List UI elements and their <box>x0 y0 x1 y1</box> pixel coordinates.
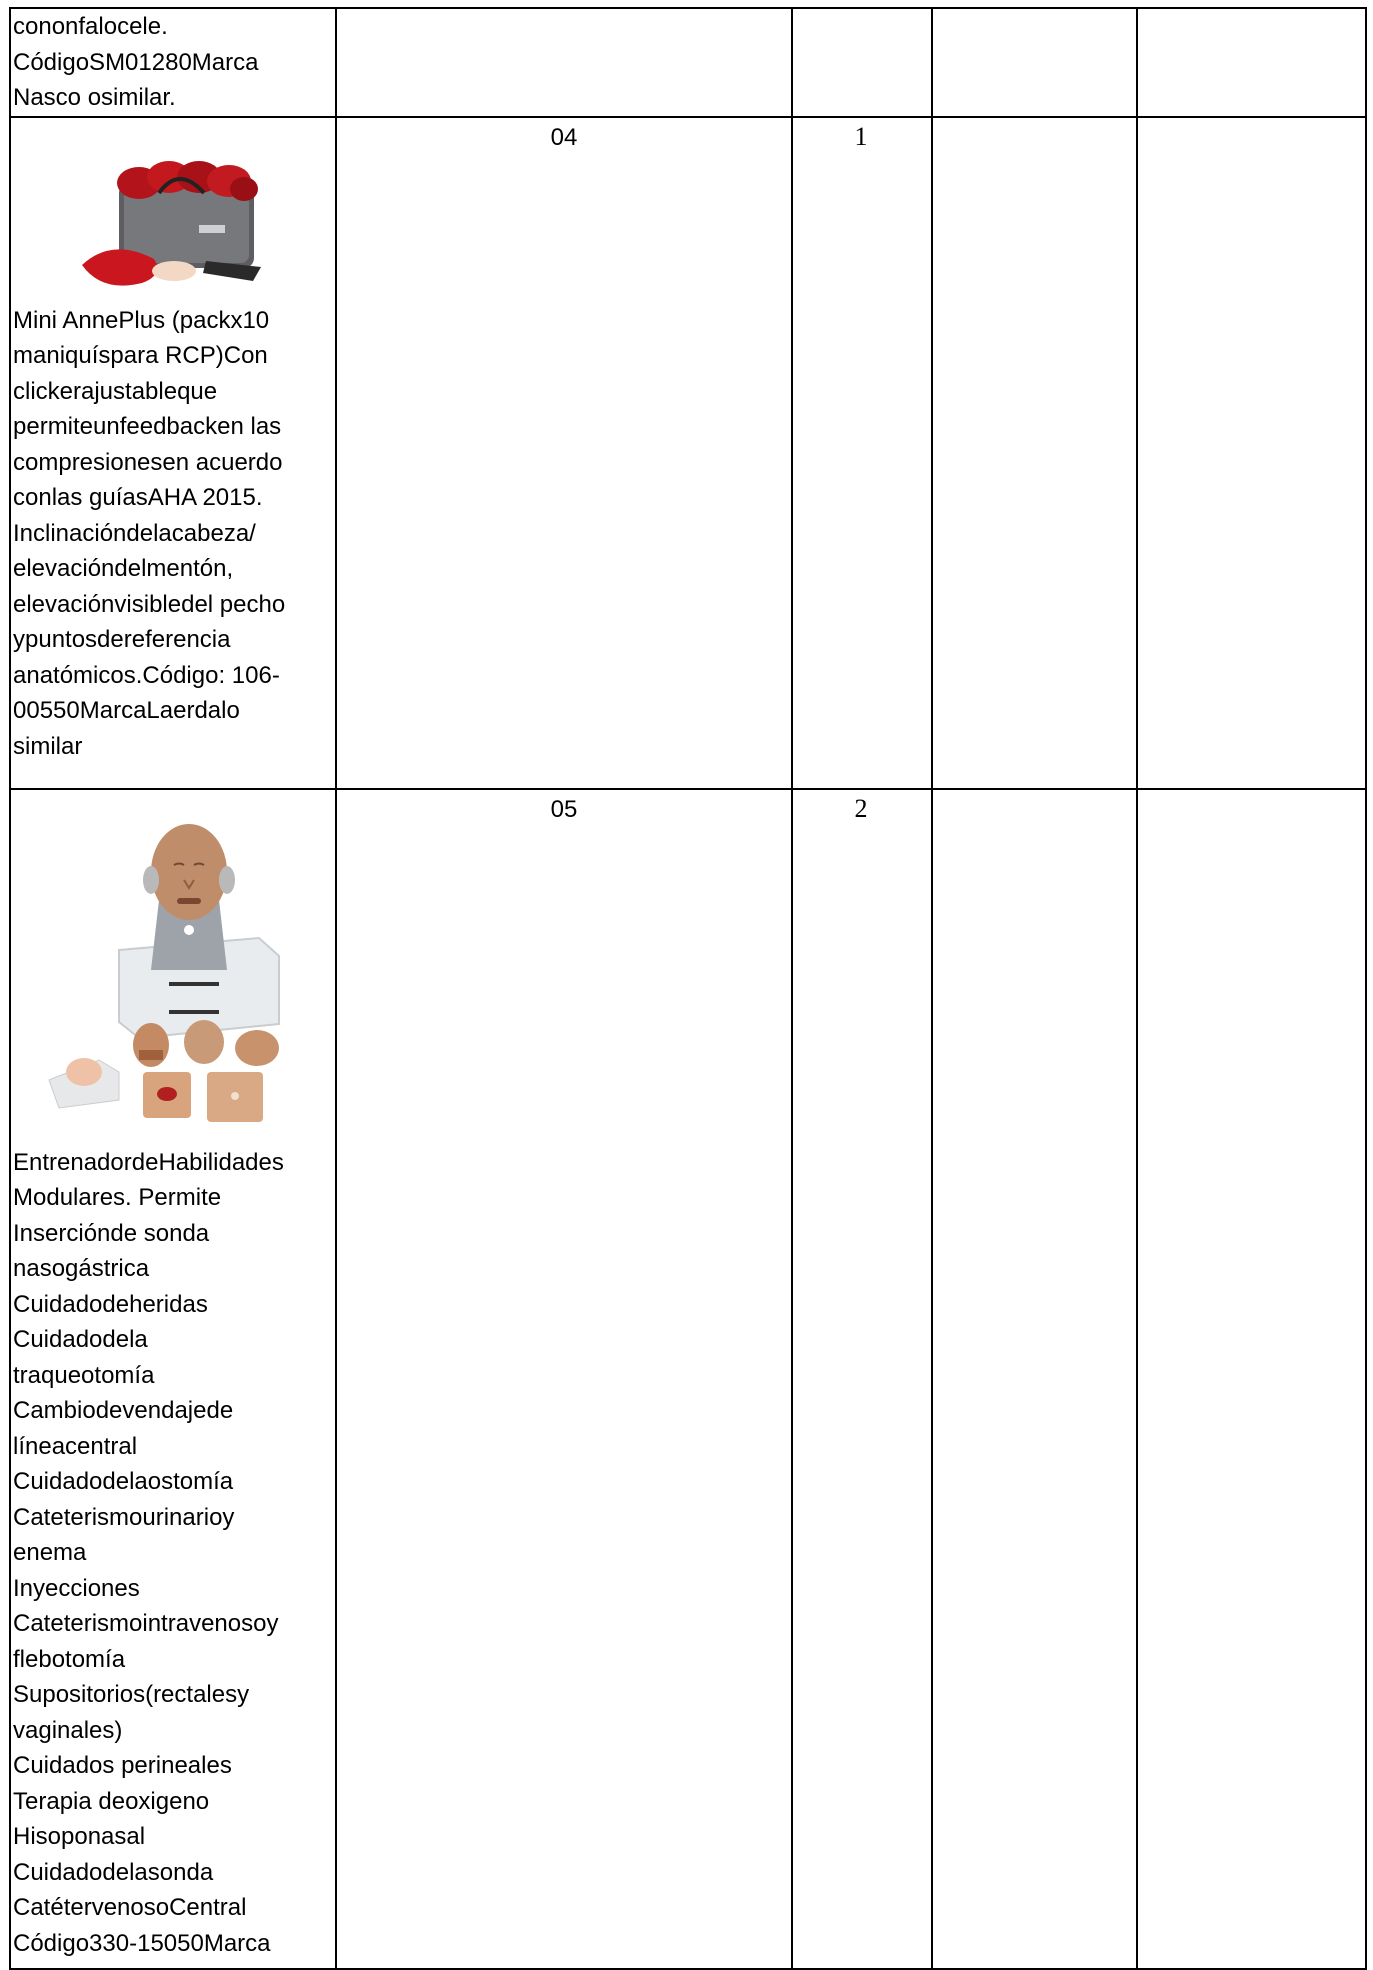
item-number: 05 <box>550 795 578 823</box>
empty-cell <box>932 8 1137 117</box>
item-number: 04 <box>550 123 578 151</box>
product-image-area <box>13 790 335 1145</box>
description-text: cononfalocele. CódigoSM01280Marca Nasco osimilar. <box>13 13 259 111</box>
quantity-value: 1 <box>854 121 868 151</box>
empty-cell <box>932 789 1137 1970</box>
quantity-cell <box>792 117 932 789</box>
quantity-cell <box>792 8 932 117</box>
table-row <box>10 789 1366 1970</box>
description-text: EntrenadordeHabilidades Modulares. Permite Inserciónde sonda nasogástrica Cuidadodeheridas Cuidadodela traqueotomía Cambiodevendajede líneacentral Cuidadodelaostomía Cateterismourinarioy enema Inyecciones Cateterismointravenosoy flebotomía Supositorios(rectalesy vaginales) Cuidados perineales Terapia deoxigeno Hisoponasal Cuidadodelasonda CatétervenosoCentral Código330-15050Marca <box>13 1148 284 1957</box>
description-cell <box>10 8 336 117</box>
item-cell <box>336 117 792 789</box>
empty-cell <box>1137 8 1366 117</box>
item-cell <box>336 8 792 117</box>
item-cell <box>336 789 792 1970</box>
empty-cell <box>1137 117 1366 789</box>
description-cell <box>10 117 336 789</box>
table-row <box>10 117 1366 789</box>
modular-skills-trainer-image <box>39 810 309 1130</box>
empty-cell <box>932 117 1137 789</box>
product-table <box>9 7 1367 1970</box>
description-cell <box>10 789 336 1970</box>
empty-cell <box>1137 789 1366 1970</box>
product-image-area <box>13 118 335 303</box>
cpr-manikin-bag-image <box>74 153 274 293</box>
quantity-value: 2 <box>854 793 868 823</box>
table-row <box>10 8 1366 117</box>
description-text: Mini AnnePlus (packx10 maniquíspara RCP)Con clickerajustableque permiteunfeedbacken las compresionesen acuerdo conlas guíasAHA 2015. Inclinacióndelacabeza/ elevacióndelmentón, elevaciónvisibledel pecho ypuntosdereferencia anatómicos.Código: 106- 00550MarcaLaerdalo similar <box>13 306 286 760</box>
quantity-cell <box>792 789 932 1970</box>
